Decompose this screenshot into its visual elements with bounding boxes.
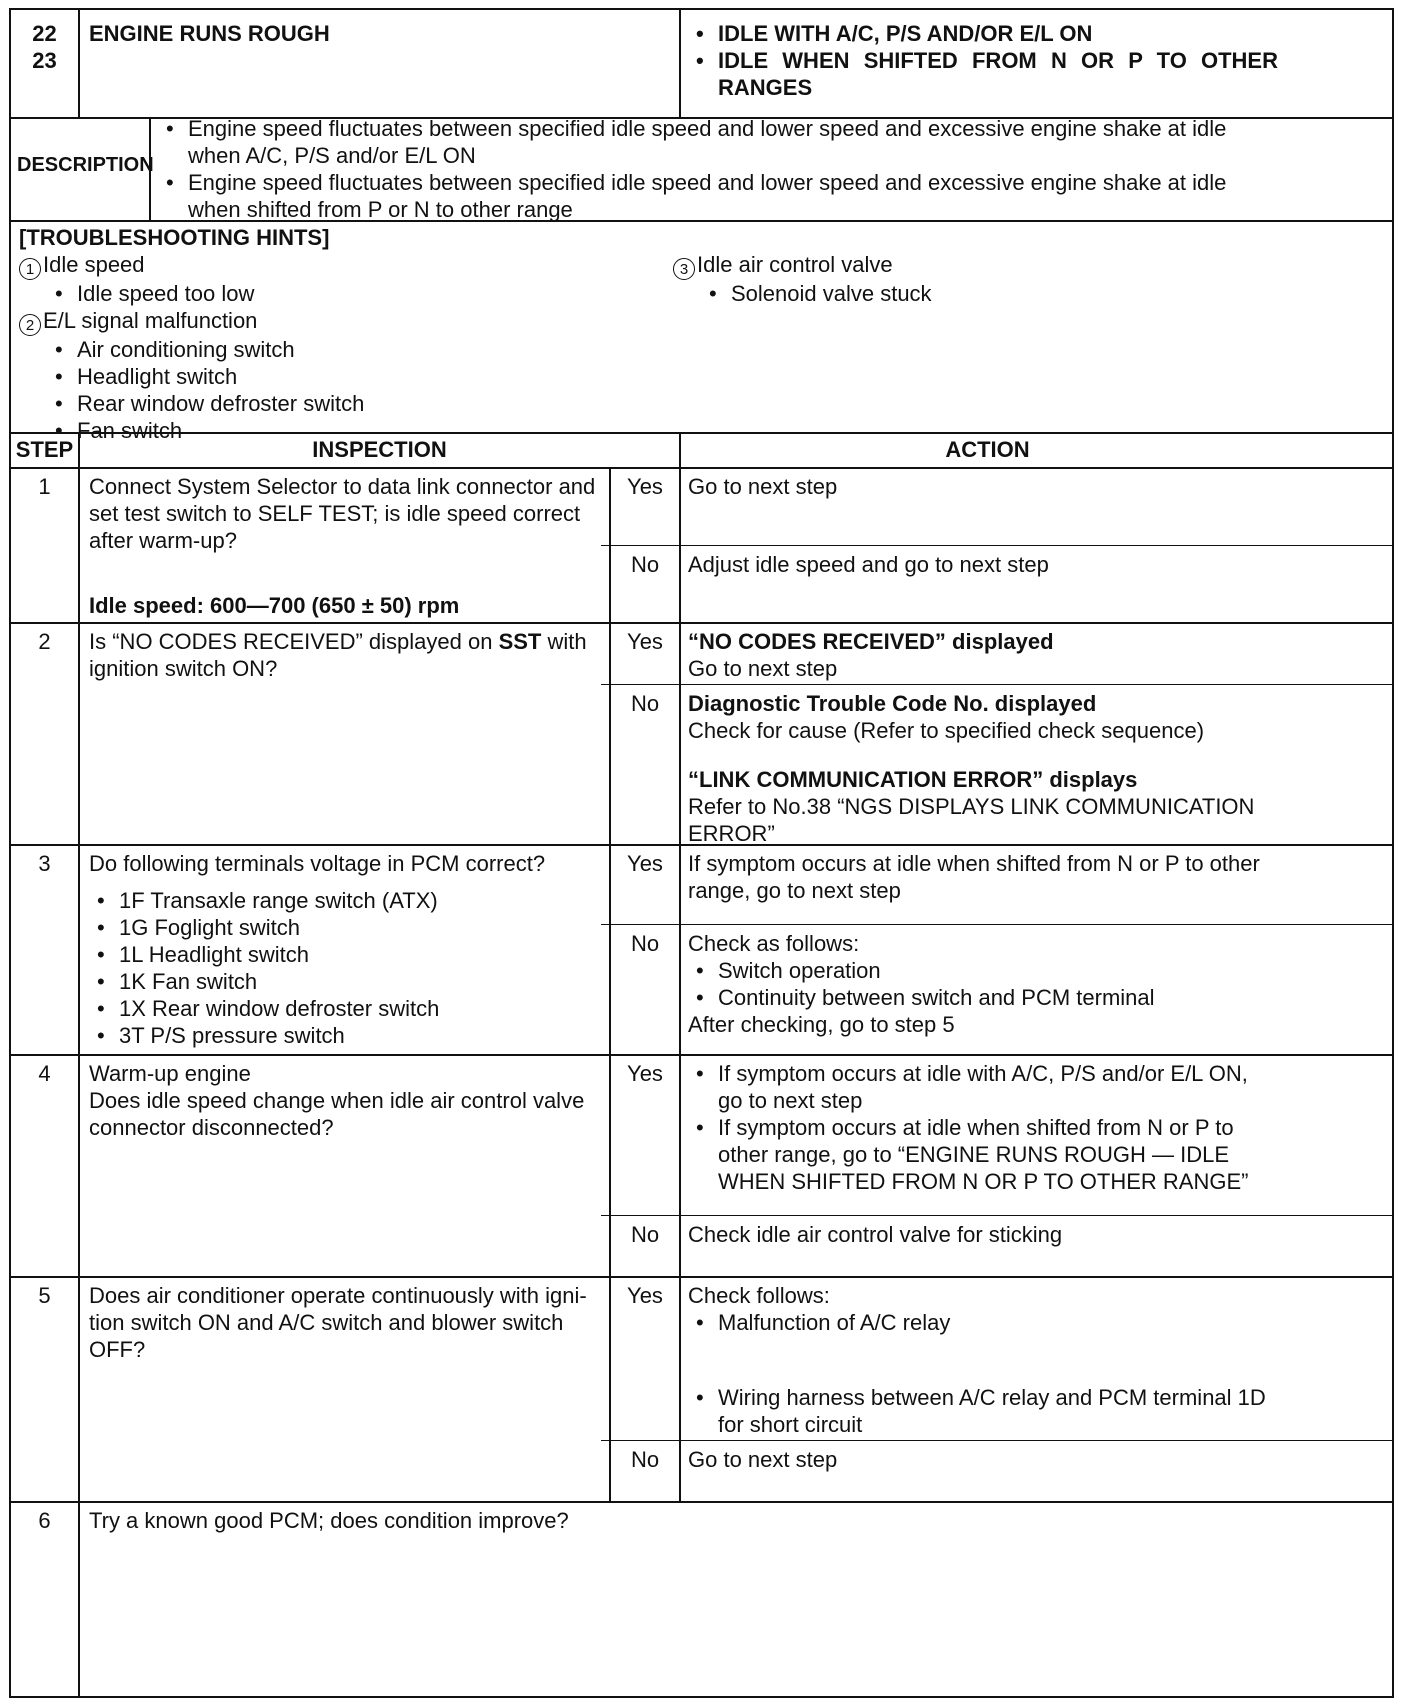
step-number: 2 <box>38 629 51 654</box>
rule <box>679 10 681 117</box>
spec-text: Idle speed: 600—700 (650 ± 50) rpm <box>89 593 460 618</box>
yes-label: Yes <box>627 1283 663 1308</box>
action-header: ACTION <box>945 437 1030 462</box>
rule <box>601 1440 1392 1441</box>
step-number: 5 <box>38 1283 51 1308</box>
inspection-text: Warm-up engine Does idle speed change when idle air control valve connector disconnected? <box>89 1061 585 1140</box>
condition-item: • IDLE WITH A/C, P/S AND/OR E/L ON <box>688 20 1278 47</box>
rule <box>679 432 681 1501</box>
yes-label: Yes <box>627 474 663 499</box>
hint-group: 1 Idle speed <box>19 251 659 280</box>
terminal-item: • 1L Headlight switch <box>89 941 604 968</box>
hint-item: • Air conditioning switch <box>47 336 659 363</box>
rule <box>601 1215 1392 1216</box>
yes-label: Yes <box>627 851 663 876</box>
action-text: Check as follows: • Switch operation • Continuity between switch and PCM terminal After checking, go to step 5 <box>688 930 1278 1038</box>
action-item: • If symptom occurs at idle when shifted from N or P to other range, go to “ENGINE RUNS ROUGH — IDLE WHEN SHIFTED FROM N OR P TO OTHER RANGE” <box>688 1114 1278 1195</box>
no-label: No <box>630 1222 660 1247</box>
rule <box>11 467 1392 469</box>
terminal-item: • 1G Foglight switch <box>89 914 604 941</box>
hint-item: • Rear window defroster switch <box>47 390 659 417</box>
hints-title: [TROUBLESHOOTING HINTS] <box>19 225 330 250</box>
section-code: 22 23 <box>32 21 57 73</box>
inspection-text: Does air conditioner operate continuously with igni-tion switch ON and A/C switch and blower switch OFF? <box>89 1283 587 1362</box>
description-label: DESCRIPTION <box>17 154 154 176</box>
page-title: ENGINE RUNS ROUGH <box>89 21 330 46</box>
hint-item: • Idle speed too low <box>47 280 659 307</box>
action-text: If symptom occurs at idle when shifted from N or P to other range, go to next step <box>688 851 1260 903</box>
no-label: No <box>630 1447 660 1472</box>
no-label: No <box>630 931 660 956</box>
step-number: 1 <box>38 474 51 499</box>
action-item: • If symptom occurs at idle with A/C, P/S and/or E/L ON, go to next step <box>688 1060 1278 1114</box>
action-item: • Wiring harness between A/C relay and PCM terminal 1D for short circuit <box>688 1384 1278 1438</box>
action-text: Check follows: • Malfunction of A/C relay • Wiring harness between A/C relay and PCM terminal 1D for short circuit <box>688 1282 1278 1438</box>
inspection-header: INSPECTION <box>312 437 447 462</box>
action-list <box>688 1060 1278 1195</box>
action-item: • Switch operation <box>688 957 1278 984</box>
hint-item: • Fan switch <box>47 417 659 444</box>
hints-left <box>19 224 659 444</box>
rule <box>78 432 80 1698</box>
hints-right <box>673 251 1273 307</box>
troubleshooting-table <box>9 8 1394 1698</box>
terminal-item: • 3T P/S pressure switch <box>89 1022 604 1049</box>
action-text: Check idle air control valve for sticking <box>688 1222 1063 1247</box>
action-item: • Continuity between switch and PCM terminal <box>688 984 1278 1011</box>
no-label: No <box>630 552 660 577</box>
action-text: Adjust idle speed and go to next step <box>688 552 1049 577</box>
step-number: 4 <box>38 1061 51 1086</box>
action-text: Diagnostic Trouble Code No. displayed Check for cause (Refer to specified check sequence) “LINK COMMUNICATION ERROR” displays Refer to No.38 “NGS DISPLAYS LINK COMMUNICATION ERROR” <box>688 691 1255 846</box>
hint-item: • Headlight switch <box>47 363 659 390</box>
rule <box>609 467 611 1501</box>
hint-group: 3 Idle air control valve <box>673 251 1273 280</box>
inspection-text: Try a known good PCM; does condition improve? <box>89 1508 569 1533</box>
step-header: STEP <box>15 437 74 462</box>
hint-group: 2 E/L signal malfunction <box>19 307 659 336</box>
action-text: Go to next step <box>688 474 838 499</box>
yes-label: Yes <box>627 629 663 654</box>
description-item: • Engine speed fluctuates between specified idle speed and lower speed and excessive engine shake at idle when shifted from P or N to other range <box>158 169 1278 223</box>
terminal-item: • 1K Fan switch <box>89 968 604 995</box>
yes-label: Yes <box>627 1061 663 1086</box>
description-list <box>158 115 1278 223</box>
rule <box>11 1054 1392 1056</box>
step-number: 3 <box>38 851 51 876</box>
condition-list <box>688 20 1278 101</box>
terminal-item: • 1F Transaxle range switch (ATX) <box>89 887 604 914</box>
step-number: 6 <box>38 1508 51 1533</box>
terminal-item: • 1X Rear window defroster switch <box>89 995 604 1022</box>
rule <box>11 1501 1392 1503</box>
rule <box>601 545 1392 546</box>
inspection-text: Is “NO CODES RECEIVED” displayed on SST with ignition switch ON? <box>89 629 587 681</box>
action-item: • Malfunction of A/C relay <box>688 1309 1278 1336</box>
rule <box>601 924 1392 925</box>
description-item: • Engine speed fluctuates between specified idle speed and lower speed and excessive engine shake at idle when A/C, P/S and/or E/L ON <box>158 115 1278 169</box>
condition-item: • IDLE WHEN SHIFTED FROM N OR P TO OTHER RANGES <box>688 47 1278 101</box>
action-text: “NO CODES RECEIVED” displayed Go to next step <box>688 629 1054 681</box>
rule <box>11 622 1392 624</box>
hint-item: • Solenoid valve stuck <box>701 280 1273 307</box>
no-label: No <box>630 691 660 716</box>
rule <box>601 684 1392 685</box>
rule <box>78 10 80 117</box>
action-text: Go to next step <box>688 1447 838 1472</box>
inspection-text: Connect System Selector to data link connector and set test switch to SELF TEST; is idle speed correct after warm-up? <box>89 474 596 553</box>
rule <box>11 1276 1392 1278</box>
inspection-text: Do following terminals voltage in PCM correct? • 1F Transaxle range switch (ATX) • 1G Foglight switch • 1L Headlight switch • 1K Fan switch • 1X Rear window defroster switch • 3T P/S pressure switch <box>89 850 604 1049</box>
